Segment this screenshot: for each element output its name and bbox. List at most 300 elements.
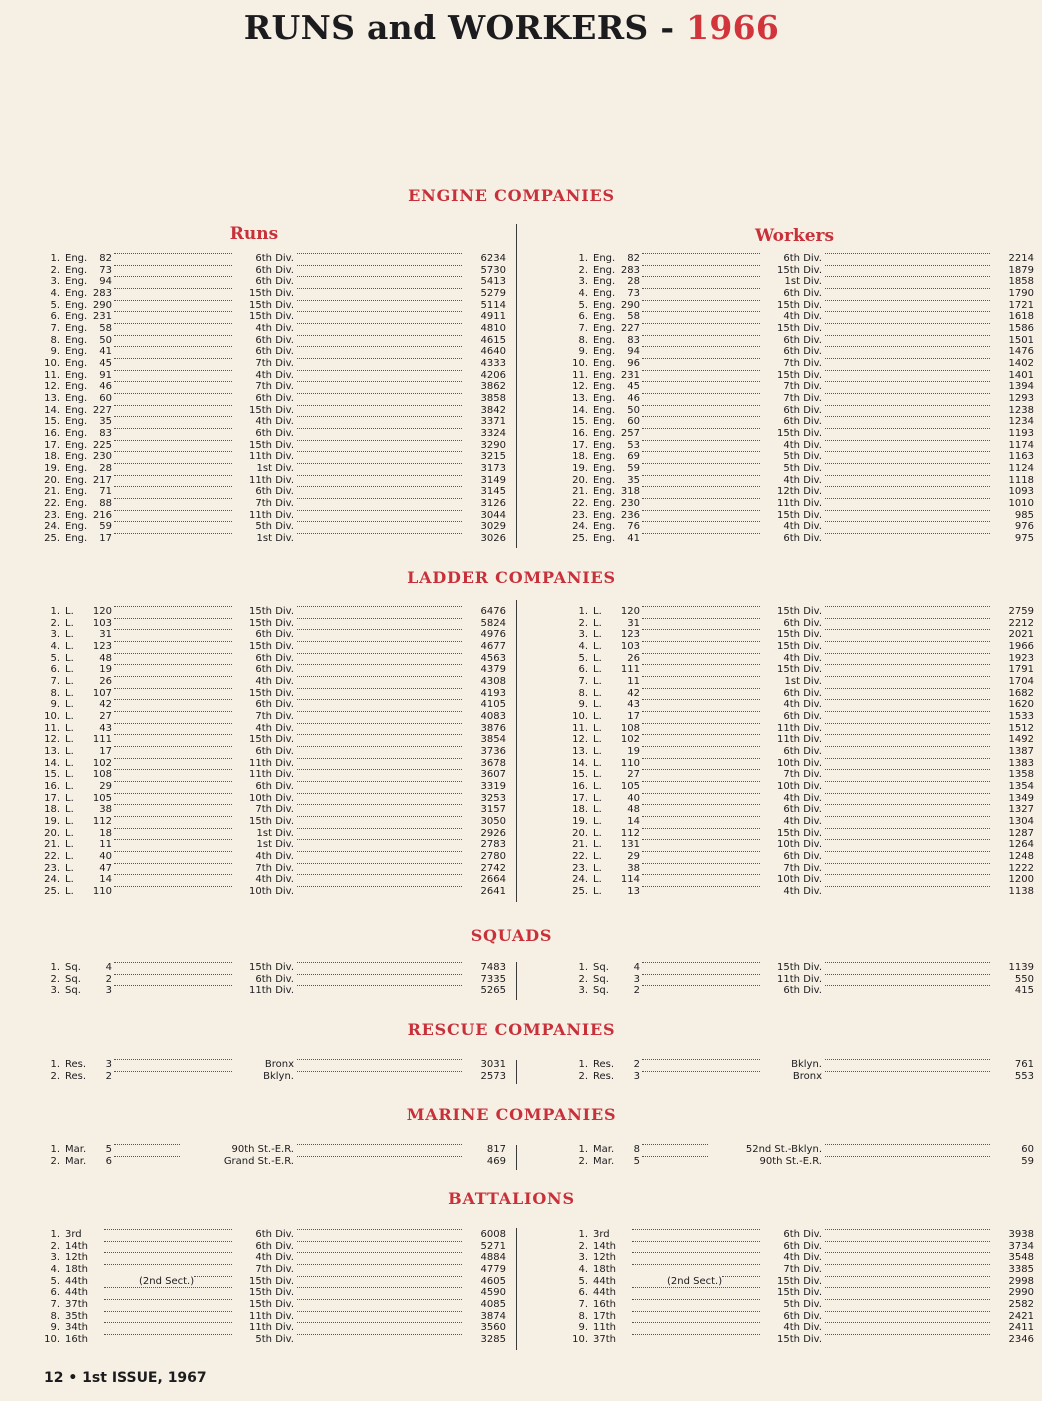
rank-cell: 12. — [572, 734, 588, 746]
dot-leader — [632, 1241, 760, 1242]
count-cell: 2742 — [480, 862, 506, 874]
division-cell: 6th Div. — [783, 253, 822, 264]
rank-cell: 23. — [44, 509, 60, 521]
count-cell: 2783 — [480, 839, 506, 851]
dot-leader — [642, 962, 760, 963]
division-cell: 11th Div. — [249, 474, 294, 486]
rank-cell: 5. — [578, 652, 588, 664]
unit-type-cell: Eng. — [65, 451, 88, 463]
unit-number-cell: (2nd Sect.) — [667, 1275, 723, 1287]
table-row — [44, 370, 514, 382]
rank-cell: 3. — [50, 629, 60, 641]
dot-leader — [642, 440, 760, 441]
table-row — [44, 288, 514, 300]
dot-leader — [642, 746, 760, 747]
division-cell: 6th Div. — [255, 264, 294, 276]
rank-cell: 24. — [44, 874, 60, 886]
unit-type-cell: Eng. — [593, 439, 616, 451]
dot-leader — [297, 475, 462, 476]
dot-leader — [114, 486, 232, 487]
dot-leader — [642, 311, 760, 312]
unit-number-cell: 94 — [99, 276, 112, 288]
division-cell: 5th Div. — [783, 1299, 822, 1311]
unit-type-cell: Res. — [65, 1070, 87, 1082]
workers-column — [572, 253, 1042, 545]
dot-leader — [297, 1156, 462, 1157]
count-cell: 2664 — [480, 874, 506, 886]
table-row — [44, 723, 514, 735]
runs-column — [44, 1059, 514, 1082]
unit-type-cell: Eng. — [593, 498, 616, 510]
dot-leader — [632, 1334, 760, 1335]
count-cell: 1704 — [1008, 676, 1034, 688]
count-cell: 1139 — [1008, 962, 1034, 973]
division-cell: 10th Div. — [777, 757, 822, 769]
unit-number-cell: 94 — [627, 346, 640, 358]
table-row — [572, 618, 1042, 630]
dot-leader — [114, 533, 232, 534]
count-cell: 3548 — [1008, 1252, 1034, 1264]
dot-leader — [297, 851, 462, 852]
table-row — [44, 1252, 514, 1264]
count-cell: 3031 — [480, 1059, 506, 1070]
unit-type-cell: L. — [65, 687, 74, 699]
division-cell: 11th Div. — [777, 734, 822, 746]
division-cell: 4th Div. — [783, 886, 822, 898]
rank-cell: 14. — [44, 404, 60, 416]
unit-number-cell: 17 — [99, 746, 112, 758]
division-cell: 1st Div. — [784, 676, 822, 688]
division-cell: 11th Div. — [249, 769, 294, 781]
table-row — [44, 1241, 514, 1253]
dot-leader — [297, 664, 462, 665]
dot-leader — [114, 985, 232, 986]
dot-leader — [642, 370, 760, 371]
table-row — [44, 851, 514, 863]
table-row — [572, 606, 1042, 618]
rank-cell: 3. — [50, 1252, 60, 1264]
dot-leader — [114, 641, 232, 642]
dot-leader — [825, 1264, 990, 1265]
dot-leader — [642, 1059, 760, 1060]
unit-number-cell: 290 — [92, 299, 112, 311]
rank-cell: 1. — [578, 962, 588, 973]
count-cell: 3874 — [480, 1310, 506, 1322]
dot-leader — [114, 711, 232, 712]
division-cell: 4th Div. — [783, 792, 822, 804]
dot-leader — [104, 1287, 232, 1288]
table-row — [572, 711, 1042, 723]
dot-leader — [825, 746, 990, 747]
unit-type-cell: Res. — [65, 1059, 87, 1070]
dot-leader — [114, 653, 232, 654]
dot-leader — [297, 311, 462, 312]
division-cell: 6th Div. — [783, 687, 822, 699]
unit-number-cell: 59 — [627, 463, 640, 475]
division-cell: 1st Div. — [256, 463, 294, 475]
dot-leader — [297, 1059, 462, 1060]
count-cell: 4615 — [480, 334, 506, 346]
division-cell: 6th Div. — [255, 1240, 294, 1252]
dot-leader — [297, 300, 462, 301]
dot-leader — [642, 863, 760, 864]
unit-type-cell: L. — [593, 827, 602, 839]
unit-number-cell: 40 — [627, 792, 640, 804]
unit-type-cell: L. — [593, 676, 602, 688]
division-cell: 7th Div. — [255, 381, 294, 393]
division-cell: 1st Div. — [256, 827, 294, 839]
count-cell: 1234 — [1008, 416, 1034, 428]
dot-leader — [825, 781, 990, 782]
dot-leader — [114, 416, 232, 417]
count-cell: 4884 — [480, 1252, 506, 1264]
table-row — [572, 498, 1042, 510]
unit-type-cell: Sq. — [65, 985, 81, 997]
unit-number-cell: 60 — [99, 393, 112, 405]
division-cell: 7th Div. — [255, 804, 294, 816]
unit-type-cell: L. — [65, 792, 74, 804]
dot-leader — [114, 699, 232, 700]
rank-cell: 24. — [44, 521, 60, 533]
rank-cell: 2. — [50, 973, 60, 985]
workers-column — [572, 1059, 1042, 1082]
table-row — [44, 629, 514, 641]
rank-cell: 22. — [572, 498, 588, 510]
table-row — [572, 1287, 1042, 1299]
table-row — [44, 746, 514, 758]
dot-leader — [642, 781, 760, 782]
rank-cell: 8. — [578, 334, 588, 346]
table-row — [572, 804, 1042, 816]
column-divider — [516, 600, 517, 902]
unit-number-cell: 290 — [620, 299, 640, 311]
unit-number-cell: 217 — [92, 474, 112, 486]
table-row — [572, 676, 1042, 688]
dot-leader — [297, 816, 462, 817]
division-cell: 7th Div. — [783, 1264, 822, 1276]
table-row — [572, 475, 1042, 487]
dot-leader — [825, 498, 990, 499]
rank-cell: 15. — [572, 416, 588, 428]
dot-leader — [642, 851, 760, 852]
dot-leader — [297, 428, 462, 429]
dot-leader — [825, 629, 990, 630]
count-cell: 5271 — [480, 1240, 506, 1252]
section-heading-marine: MARINE COMPANIES — [406, 1105, 617, 1124]
dot-leader — [642, 758, 760, 759]
unit-type-cell: Eng. — [65, 299, 88, 311]
page-title-year: 1966 — [686, 8, 780, 47]
page-title-main: RUNS and WORKERS - — [243, 8, 675, 47]
rank-cell: 6. — [50, 311, 60, 323]
division-cell: 6th Div. — [255, 973, 294, 985]
count-cell: 5730 — [480, 264, 506, 276]
rank-cell: 18. — [44, 451, 60, 463]
unit-type-cell: 18th — [593, 1264, 616, 1276]
count-cell: 2346 — [1008, 1334, 1034, 1346]
rank-cell: 13. — [572, 746, 588, 758]
table-row — [572, 863, 1042, 875]
table-row — [44, 1264, 514, 1276]
dot-leader — [642, 816, 760, 817]
count-cell: 2926 — [480, 827, 506, 839]
count-cell: 1354 — [1008, 781, 1034, 793]
unit-type-cell: 14th — [65, 1240, 88, 1252]
dot-leader — [114, 874, 232, 875]
count-cell: 1293 — [1008, 393, 1034, 405]
unit-type-cell: 35th — [65, 1310, 88, 1322]
table-row — [44, 1322, 514, 1334]
runs-column — [44, 1229, 514, 1346]
table-row — [572, 1311, 1042, 1323]
count-cell: 3324 — [480, 428, 506, 440]
dot-leader — [825, 839, 990, 840]
table-row — [572, 1322, 1042, 1334]
rank-cell: 6. — [50, 664, 60, 676]
count-cell: 1476 — [1008, 346, 1034, 358]
count-cell: 3319 — [480, 781, 506, 793]
count-cell: 1620 — [1008, 699, 1034, 711]
dot-leader — [114, 1156, 180, 1157]
rank-cell: 2. — [50, 264, 60, 276]
table-row — [572, 746, 1042, 758]
dot-leader — [642, 1144, 708, 1145]
unit-number-cell: 112 — [620, 827, 640, 839]
dot-leader — [104, 1299, 232, 1300]
table-row — [572, 276, 1042, 288]
table-row — [44, 335, 514, 347]
dot-leader — [632, 1229, 760, 1230]
rank-cell: 8. — [50, 334, 60, 346]
dot-leader — [825, 393, 990, 394]
unit-type-cell: Eng. — [593, 253, 616, 264]
dot-leader — [297, 699, 462, 700]
unit-type-cell: L. — [593, 711, 602, 723]
dot-leader — [104, 1229, 232, 1230]
unit-number-cell: 283 — [620, 264, 640, 276]
unit-number-cell: 2 — [105, 973, 112, 985]
rank-cell: 4. — [50, 641, 60, 653]
unit-type-cell: L. — [593, 781, 602, 793]
count-cell: 761 — [1014, 1059, 1034, 1070]
division-cell: 4th Div. — [783, 311, 822, 323]
rank-cell: 9. — [50, 699, 60, 711]
unit-number-cell: 108 — [620, 722, 640, 734]
division-cell: 4th Div. — [255, 323, 294, 335]
division-cell: 5th Div. — [783, 451, 822, 463]
dot-leader — [825, 323, 990, 324]
rank-cell: 2. — [50, 1070, 60, 1082]
table-row — [44, 463, 514, 475]
rank-cell: 17. — [44, 792, 60, 804]
count-cell: 1093 — [1008, 486, 1034, 498]
dot-leader — [825, 405, 990, 406]
rank-cell: 5. — [578, 299, 588, 311]
unit-number-cell: 31 — [627, 617, 640, 629]
rank-cell: 11. — [44, 369, 60, 381]
unit-type-cell: 44th — [593, 1275, 616, 1287]
dot-leader — [642, 699, 760, 700]
dot-leader — [825, 699, 990, 700]
table-row — [44, 985, 514, 997]
column-divider — [516, 1145, 517, 1170]
unit-number-cell: 120 — [620, 606, 640, 617]
division-cell: Grand St.-E.R. — [223, 1155, 294, 1167]
division-cell: 4th Div. — [255, 874, 294, 886]
table-row — [572, 1229, 1042, 1241]
unit-type-cell: Res. — [593, 1059, 615, 1070]
dot-leader — [722, 1276, 760, 1277]
division-cell: 15th Div. — [249, 299, 294, 311]
unit-number-cell: 231 — [620, 369, 640, 381]
rank-cell: 4. — [50, 288, 60, 300]
unit-number-cell: 83 — [99, 428, 112, 440]
unit-type-cell: L. — [593, 722, 602, 734]
rank-cell: 9. — [578, 699, 588, 711]
rank-cell: 2. — [50, 617, 60, 629]
count-cell: 3149 — [480, 474, 506, 486]
count-cell: 2780 — [480, 851, 506, 863]
count-cell: 1501 — [1008, 334, 1034, 346]
dot-leader — [297, 974, 462, 975]
unit-number-cell: 102 — [620, 734, 640, 746]
count-cell: 5824 — [480, 617, 506, 629]
dot-leader — [114, 664, 232, 665]
table-row — [572, 288, 1042, 300]
rank-cell: 12. — [44, 734, 60, 746]
table-row — [572, 793, 1042, 805]
division-cell: 4th Div. — [783, 521, 822, 533]
division-cell: 4th Div. — [255, 416, 294, 428]
rank-cell: 20. — [572, 474, 588, 486]
table-row — [572, 323, 1042, 335]
section-heading-engine: ENGINE COMPANIES — [408, 186, 615, 205]
unit-type-cell: L. — [65, 722, 74, 734]
dot-leader — [825, 1059, 990, 1060]
dot-leader — [825, 618, 990, 619]
dot-leader — [642, 463, 760, 464]
unit-number-cell: 111 — [620, 664, 640, 676]
division-cell: 7th Div. — [255, 862, 294, 874]
table-row — [44, 734, 514, 746]
unit-number-cell: 3 — [105, 985, 112, 997]
dot-leader — [642, 405, 760, 406]
division-cell: Bronx — [264, 1059, 294, 1070]
dot-leader — [825, 533, 990, 534]
count-cell: 1791 — [1008, 664, 1034, 676]
unit-type-cell: L. — [65, 641, 74, 653]
division-cell: 15th Div. — [777, 299, 822, 311]
division-cell: 15th Div. — [249, 1275, 294, 1287]
unit-type-cell: Eng. — [65, 404, 88, 416]
dot-leader — [114, 475, 232, 476]
dot-leader — [642, 276, 760, 277]
unit-number-cell: 5 — [633, 1155, 640, 1167]
table-row — [44, 863, 514, 875]
rank-cell: 11. — [572, 369, 588, 381]
dot-leader — [825, 1311, 990, 1312]
rank-cell: 6. — [578, 664, 588, 676]
unit-type-cell: Eng. — [65, 533, 88, 545]
unit-number-cell: 2 — [633, 985, 640, 997]
rank-cell: 8. — [50, 1310, 60, 1322]
unit-type-cell: L. — [593, 769, 602, 781]
rank-cell: 10. — [44, 358, 60, 370]
dot-leader — [825, 874, 990, 875]
count-cell: 1858 — [1008, 276, 1034, 288]
table-row — [44, 393, 514, 405]
division-cell: 6th Div. — [255, 276, 294, 288]
dot-leader — [825, 265, 990, 266]
rank-cell: 25. — [572, 533, 588, 545]
division-cell: 15th Div. — [777, 629, 822, 641]
count-cell: 7483 — [480, 962, 506, 973]
dot-leader — [632, 1311, 760, 1312]
table-row — [572, 851, 1042, 863]
division-cell: 7th Div. — [783, 393, 822, 405]
division-cell: 11th Div. — [777, 498, 822, 510]
unit-type-cell: L. — [593, 699, 602, 711]
dot-leader — [297, 486, 462, 487]
count-cell: 4379 — [480, 664, 506, 676]
division-cell: 7th Div. — [783, 381, 822, 393]
rank-cell: 21. — [572, 839, 588, 851]
count-cell: 1533 — [1008, 711, 1034, 723]
dot-leader — [297, 641, 462, 642]
count-cell: 4677 — [480, 641, 506, 653]
unit-number-cell: 38 — [99, 804, 112, 816]
count-cell: 1327 — [1008, 804, 1034, 816]
unit-type-cell: Eng. — [593, 474, 616, 486]
count-cell: 2411 — [1008, 1322, 1034, 1334]
table-row — [44, 1156, 514, 1168]
dot-leader — [297, 758, 462, 759]
column-heading-workers: Workers — [754, 226, 835, 246]
dot-leader — [825, 300, 990, 301]
table-row — [44, 323, 514, 335]
division-cell: 15th Div. — [777, 664, 822, 676]
dot-leader — [642, 985, 760, 986]
dot-leader — [297, 606, 462, 607]
unit-type-cell: Eng. — [65, 264, 88, 276]
table-row — [572, 346, 1042, 358]
division-cell: 6th Div. — [783, 334, 822, 346]
dot-leader — [297, 804, 462, 805]
unit-type-cell: Eng. — [65, 393, 88, 405]
dot-leader — [297, 335, 462, 336]
table-row — [44, 962, 514, 974]
table-row — [44, 699, 514, 711]
dot-leader — [642, 711, 760, 712]
dot-leader — [642, 606, 760, 607]
rank-cell: 10. — [572, 1334, 588, 1346]
dot-leader — [297, 1299, 462, 1300]
rank-cell: 5. — [50, 1275, 60, 1287]
unit-type-cell: Eng. — [593, 311, 616, 323]
dot-leader — [114, 962, 232, 963]
dot-leader — [825, 828, 990, 829]
unit-type-cell: L. — [65, 769, 74, 781]
division-cell: 4th Div. — [783, 652, 822, 664]
count-cell: 3253 — [480, 792, 506, 804]
unit-number-cell: 123 — [620, 629, 640, 641]
dot-leader — [642, 1071, 760, 1072]
unit-type-cell: Eng. — [65, 463, 88, 475]
table-row — [44, 498, 514, 510]
unit-type-cell: Eng. — [65, 369, 88, 381]
unit-number-cell: 42 — [99, 699, 112, 711]
dot-leader — [114, 606, 232, 607]
